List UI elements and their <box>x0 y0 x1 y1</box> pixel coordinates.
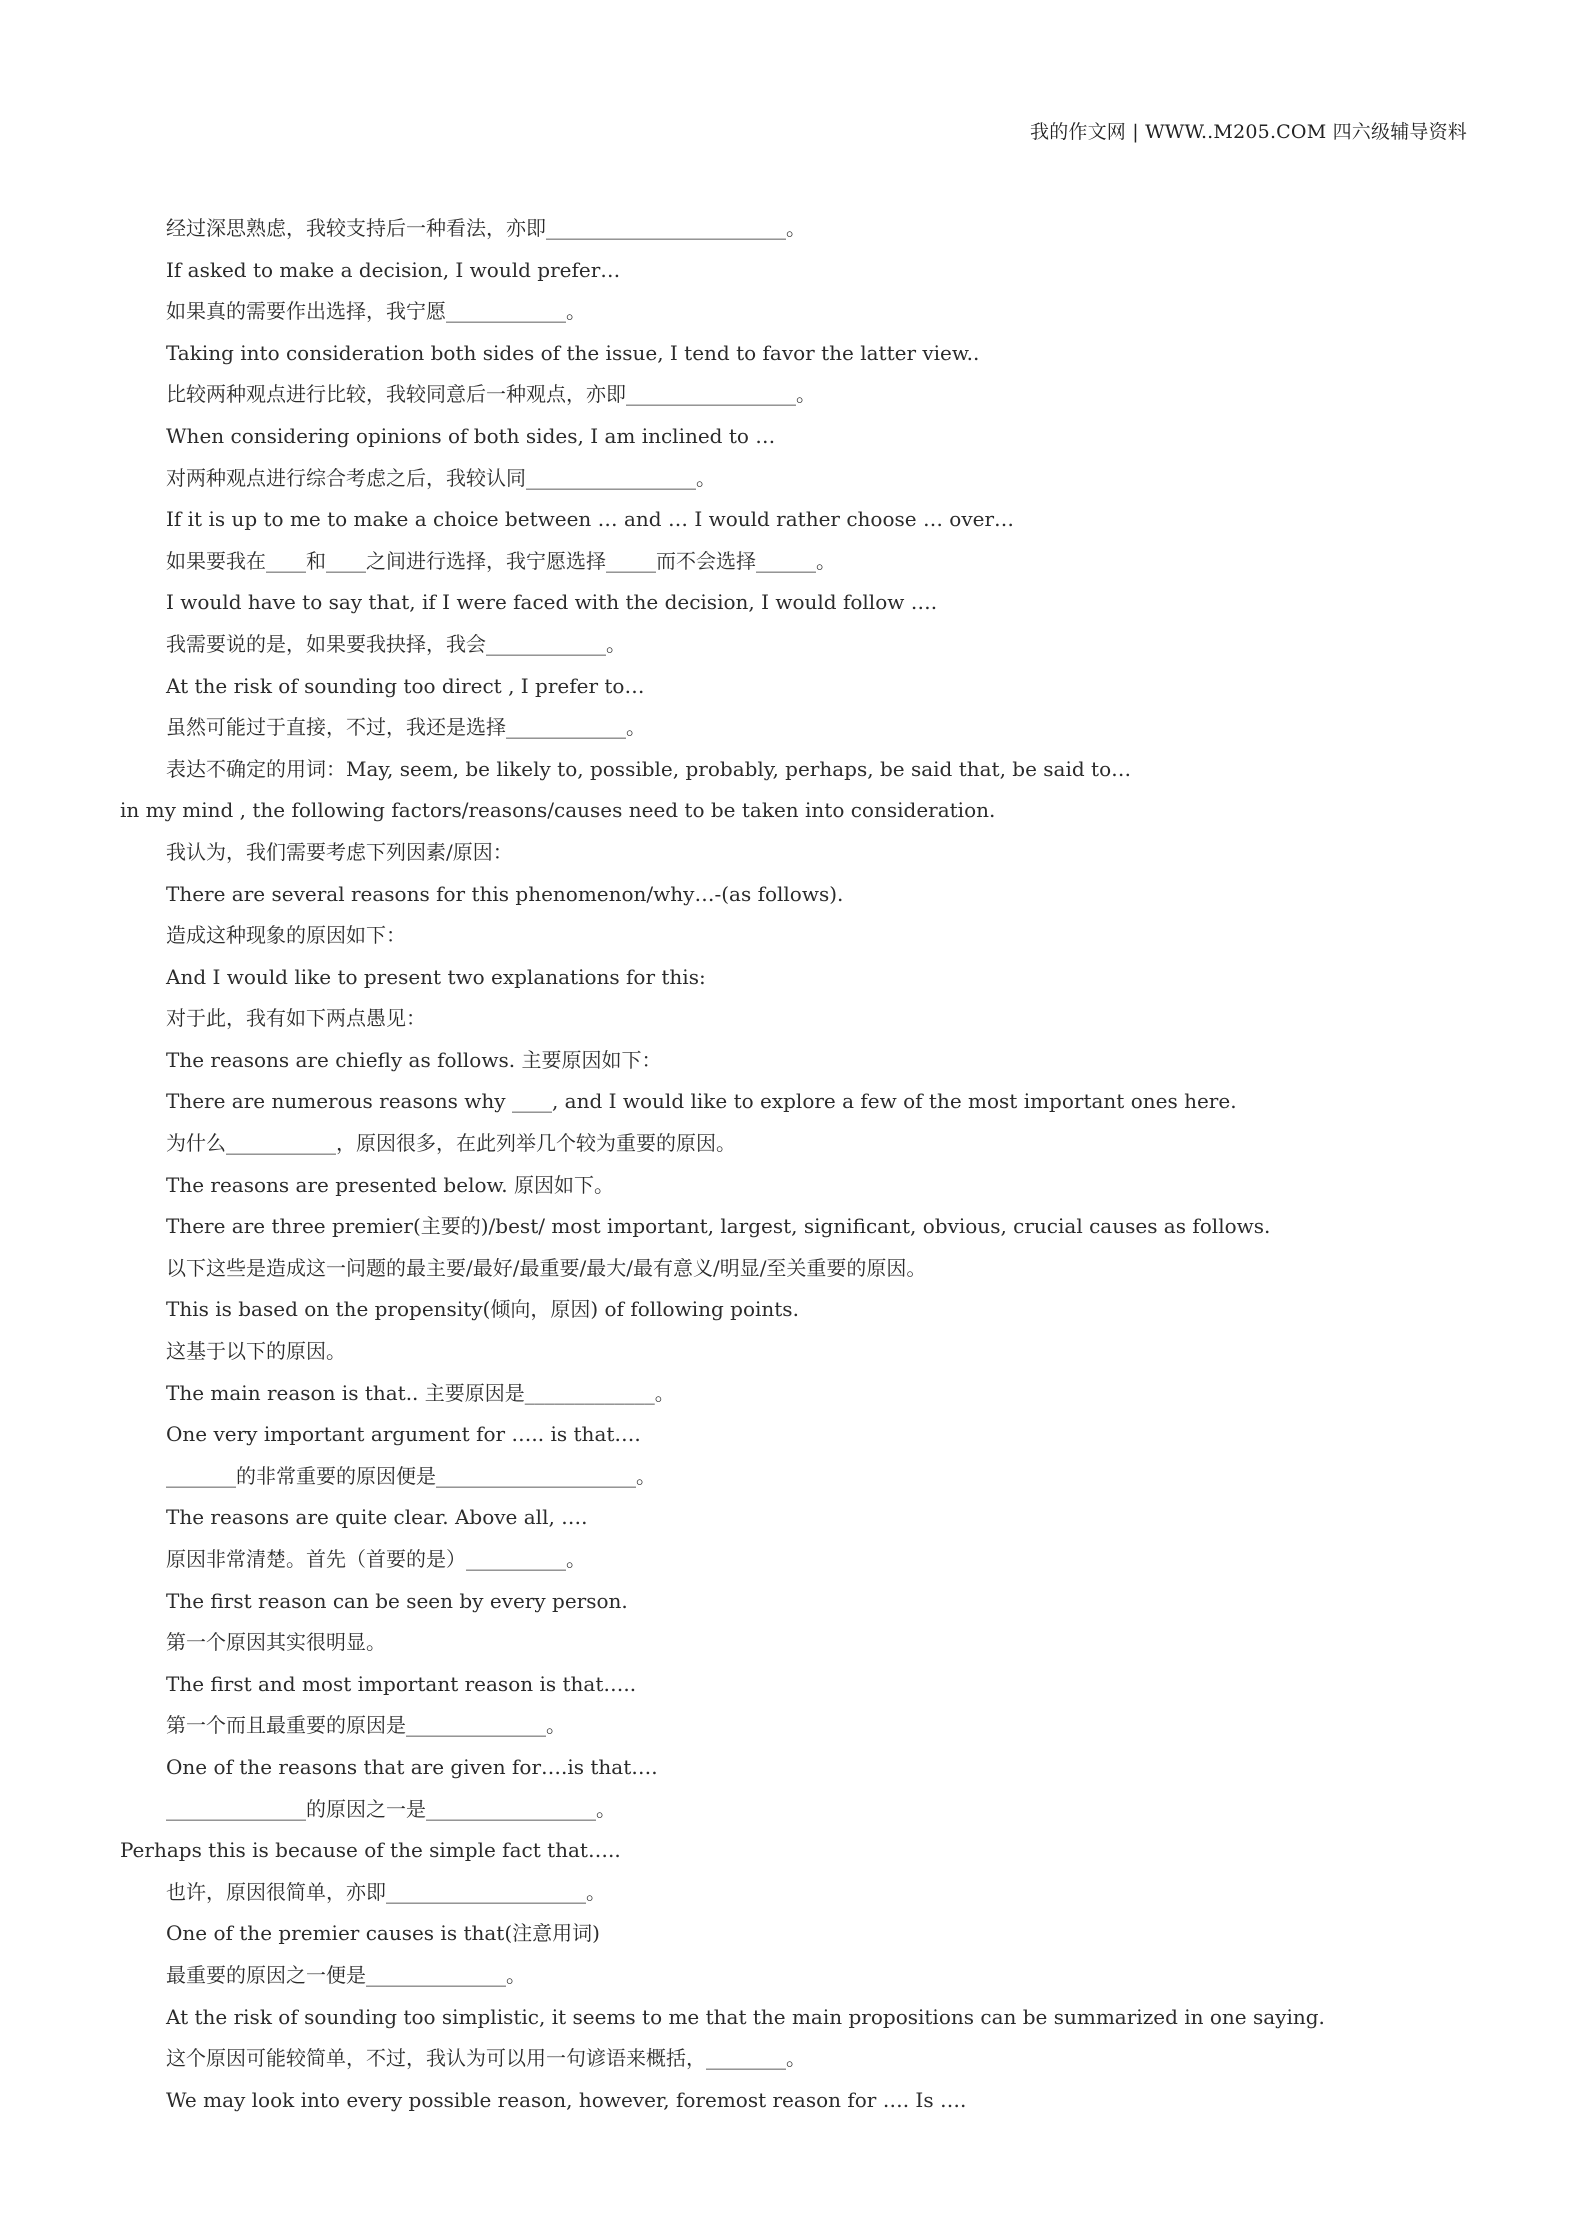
text-line: 原因非常清楚。首先（首要的是）__________。 <box>166 1547 586 1571</box>
text-line: ______________的原因之一是_________________。 <box>166 1796 616 1821</box>
text-line: And I would like to present two explanations for this: <box>166 964 706 989</box>
text-line: in my mind , the following factors/reasons/causes need to be taken into consideration. <box>120 798 996 823</box>
text-line: 为什么___________，原因很多，在此列举几个较为重要的原因。 <box>166 1131 736 1156</box>
text-line: 表达不确定的用词：May, seem, be likely to, possible, probably, perhaps, be said that, be said to… <box>166 756 1132 781</box>
text-line: The first reason can be seen by every person. <box>166 1588 628 1613</box>
text-line: The main reason is that.. 主要原因是_____________。 <box>166 1380 675 1405</box>
text-line: 我需要说的是，如果要我抉择，我会____________。 <box>166 631 626 656</box>
text-line: 第一个原因其实很明显。 <box>166 1630 386 1655</box>
text-line: 也许，原因很简单，亦即____________________。 <box>166 1879 606 1904</box>
text-line: At the risk of sounding too simplistic, it seems to me that the main propositions can be summarized in one saying. <box>166 2004 1325 2029</box>
text-line: 经过深思熟虑，我较支持后一种看法，亦即________________________。 <box>166 216 806 240</box>
text-line: Perhaps this is because of the simple fact that….. <box>120 1838 621 1863</box>
text-line: This is based on the propensity(倾向，原因) of following points. <box>166 1297 799 1322</box>
text-line: 最重要的原因之一便是______________。 <box>166 1962 526 1987</box>
text-line: One of the premier causes is that(注意用词) <box>166 1921 600 1946</box>
text-line: If it is up to me to make a choice between … and … I would rather choose … over… <box>166 507 1015 532</box>
document-body <box>0 208 1584 2121</box>
text-line: 如果真的需要作出选择，我宁愿____________。 <box>166 299 586 324</box>
text-line: When considering opinions of both sides, I am inclined to … <box>166 423 776 448</box>
text-line: 虽然可能过于直接，不过，我还是选择____________。 <box>166 715 646 740</box>
text-line: The reasons are presented below. 原因如下。 <box>166 1172 614 1197</box>
text-line: There are several reasons for this phenomenon/why…-(as follows). <box>166 881 844 906</box>
text-line: 以下这些是造成这一问题的最主要/最好/最重要/最大/最有意义/明显/至关重要的原因。 <box>166 1255 927 1280</box>
text-line: We may look into every possible reason, however, foremost reason for …. Is …. <box>166 2087 967 2112</box>
text-line: If asked to make a decision, I would prefer… <box>166 257 621 282</box>
text-line: _______的非常重要的原因便是____________________。 <box>166 1463 656 1488</box>
text-line: There are numerous reasons why ____, and I would like to explore a few of the most important ones here. <box>166 1089 1237 1114</box>
text-line: 这基于以下的原因。 <box>166 1339 346 1364</box>
text-line: 这个原因可能较简单，不过，我认为可以用一句谚语来概括，________。 <box>166 2046 806 2071</box>
text-line: Taking into consideration both sides of the issue, I tend to favor the latter view.. <box>166 340 980 365</box>
text-line: 比较两种观点进行比较，我较同意后一种观点，亦即_________________。 <box>166 382 816 407</box>
text-line: At the risk of sounding too direct , I prefer to… <box>166 673 645 698</box>
text-line: 第一个而且最重要的原因是______________。 <box>166 1713 566 1738</box>
text-line: The reasons are quite clear. Above all, …. <box>166 1505 588 1530</box>
text-line: 对两种观点进行综合考虑之后，我较认同_________________。 <box>166 465 716 490</box>
text-line: I would have to say that, if I were faced with the decision, I would follow …. <box>166 590 938 615</box>
text-line: 如果要我在____和____之间进行选择，我宁愿选择_____而不会选择______。 <box>166 548 836 573</box>
text-line: 我认为，我们需要考虑下列因素/原因： <box>166 839 513 864</box>
text-line: One of the reasons that are given for….is that…. <box>166 1754 658 1779</box>
text-line: There are three premier(主要的)/best/ most important, largest, significant, obvious, crucial causes as follows. <box>166 1214 1271 1239</box>
text-line: The first and most important reason is that….. <box>166 1671 637 1696</box>
text-line: The reasons are chiefly as follows. 主要原因如下： <box>166 1047 662 1072</box>
page-header: 我的作文网 | WWW..M205.COM 四六级辅导资料 <box>1030 121 1467 143</box>
text-line: One very important argument for ….. is that…. <box>166 1422 641 1447</box>
text-line: 对于此，我有如下两点愚见： <box>166 1006 426 1031</box>
text-line: 造成这种现象的原因如下： <box>166 923 406 948</box>
